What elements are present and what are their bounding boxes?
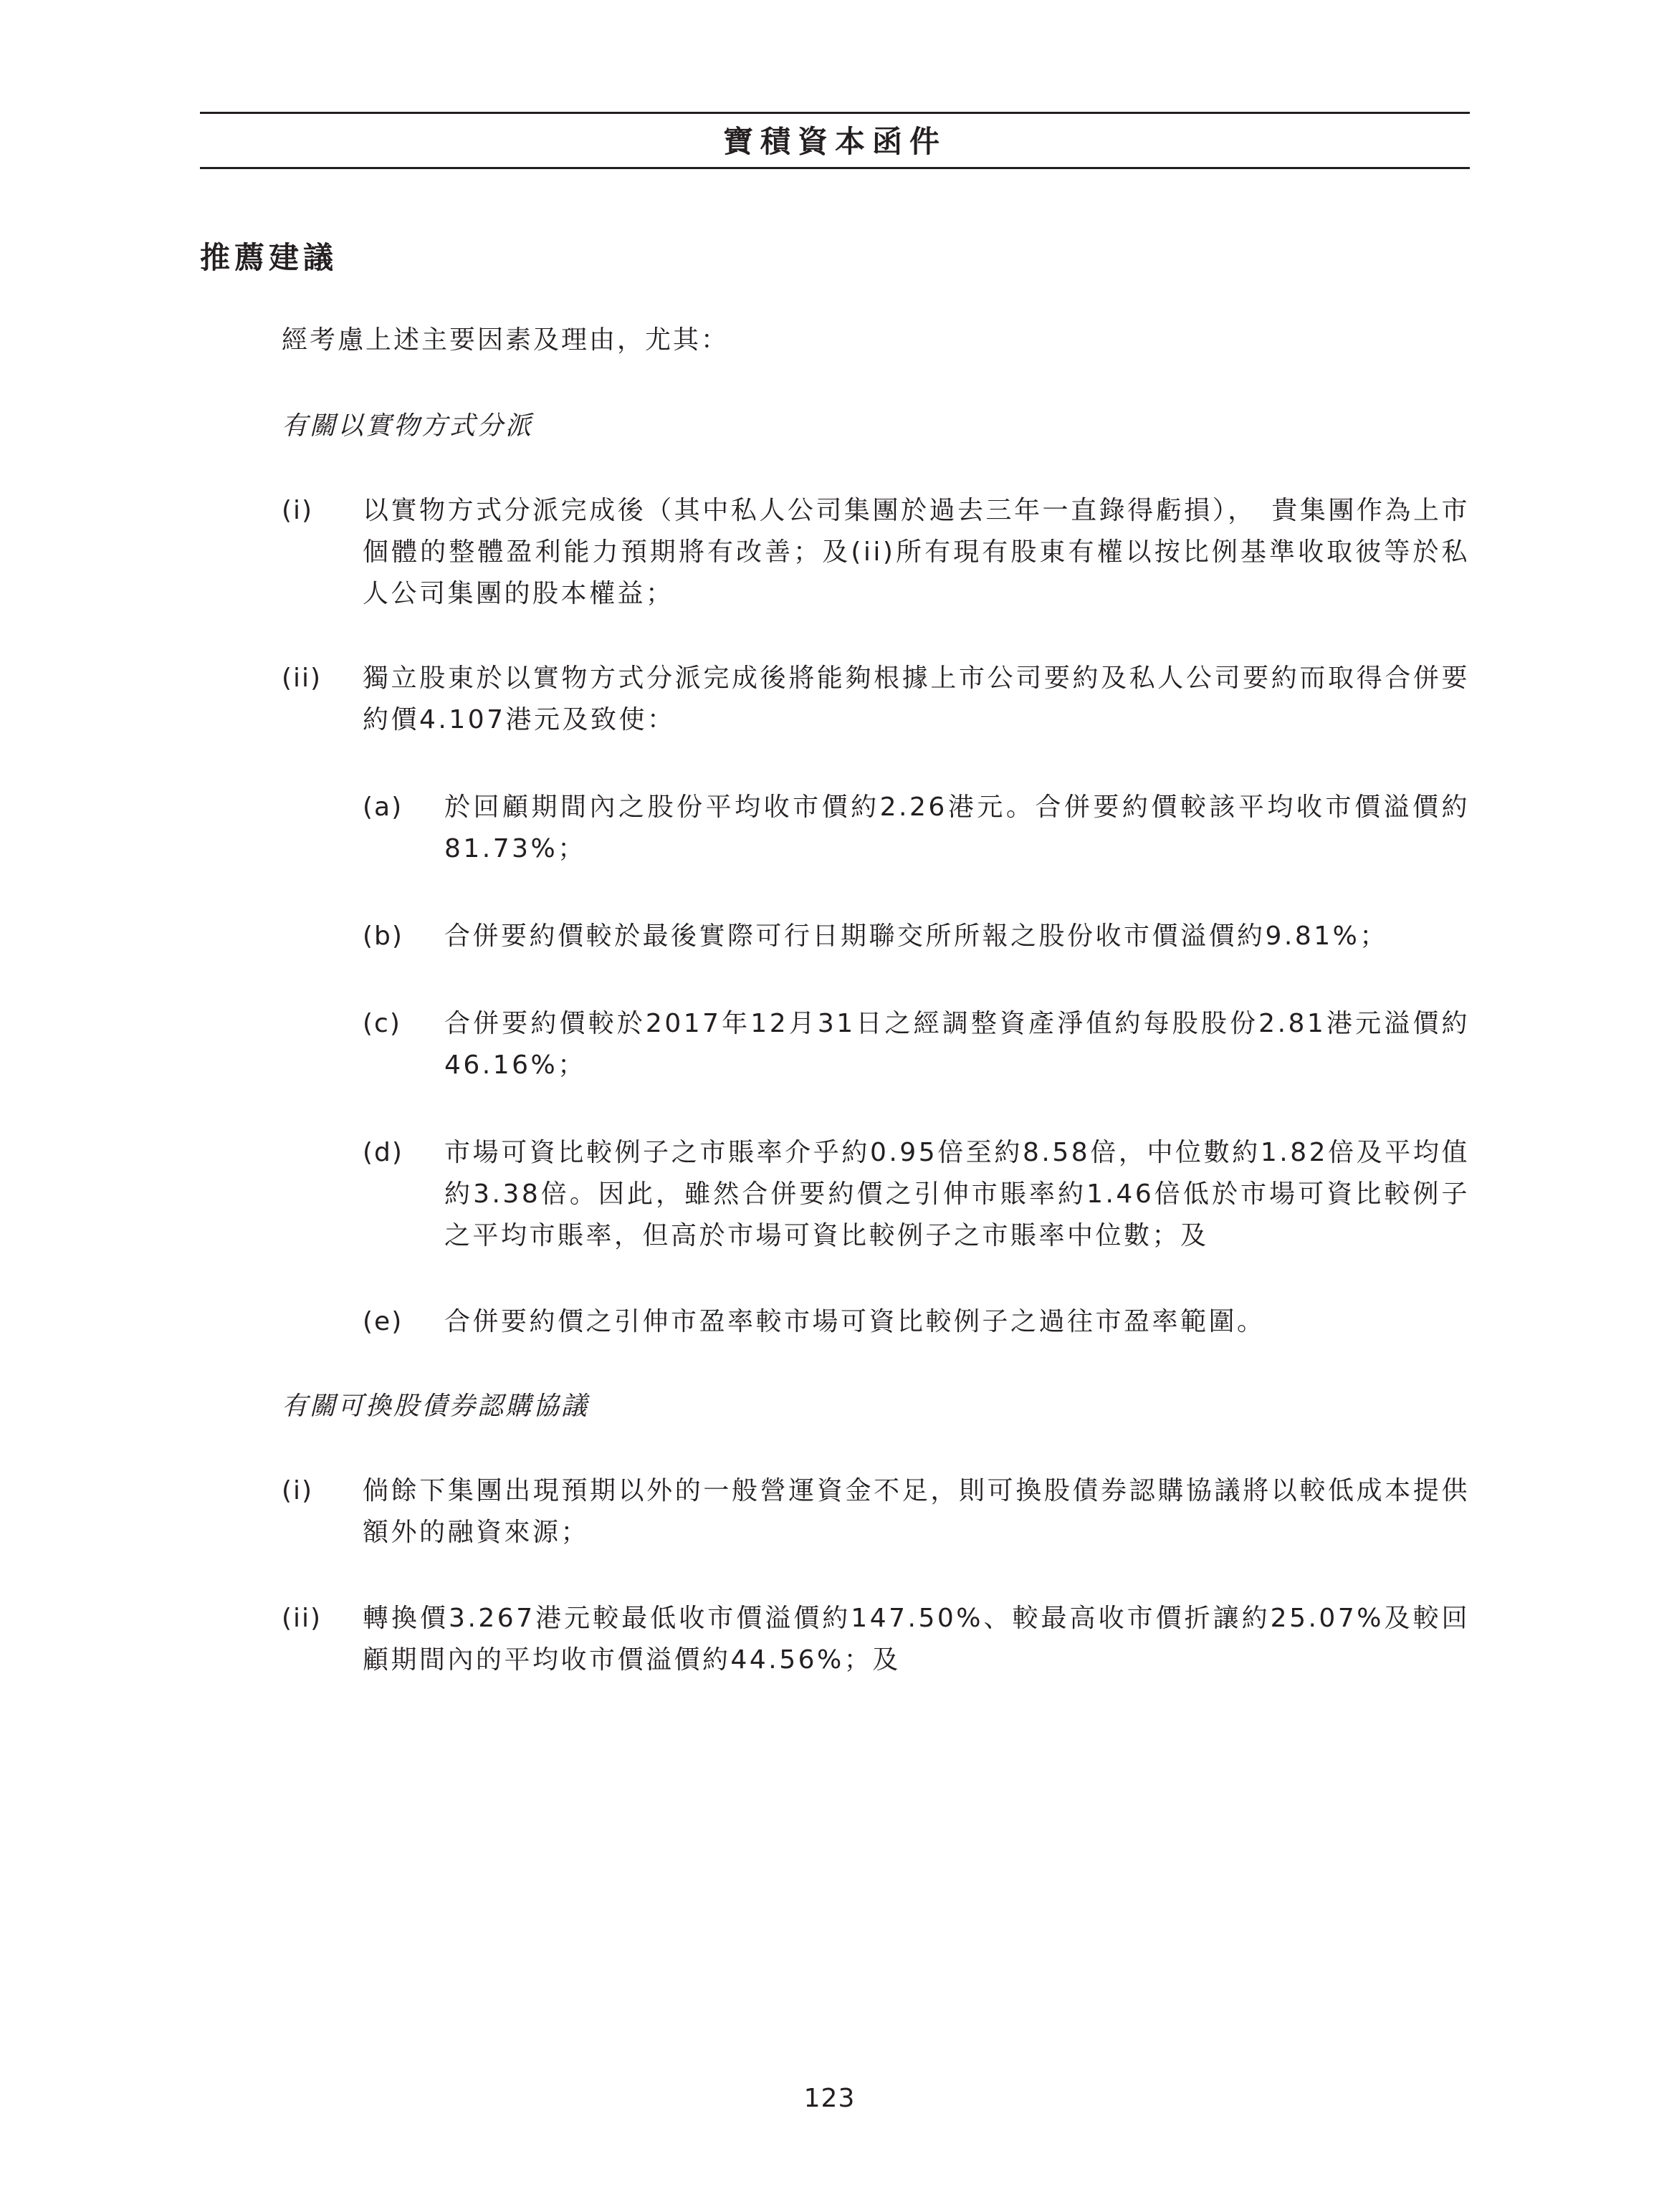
group2-heading: 有關可換股債券認購協議 [282, 1392, 590, 1421]
subitem-c-text: 合併要約價較於2017年12月31日之經調整資產淨值約每股股份2.81港元溢價約46.16%； [444, 1009, 1470, 1080]
group2-item-ii-label: (ii) [282, 1604, 322, 1633]
subitem-a-label: (a) [363, 793, 403, 822]
subitem-d-label: (d) [363, 1138, 403, 1167]
section-title: 推薦建議 [200, 240, 338, 275]
subitem-e-label: (e) [363, 1307, 403, 1336]
page-number: 123 [803, 2084, 856, 2113]
group2-item-i-label: (i) [282, 1476, 314, 1505]
subitem-e-text: 合併要約價之引伸市盈率較市場可資比較例子之過往市盈率範圍。 [444, 1307, 1266, 1336]
header-top-rule [200, 112, 1470, 114]
group1-item-ii-text: 獨立股東於以實物方式分派完成後將能夠根據上市公司要約及私人公司要約而取得合併要約價4.107港元及致使： [363, 664, 1470, 734]
subitem-c-label: (c) [363, 1009, 401, 1038]
group1-item-i-text: 以實物方式分派完成後（其中私人公司集團於過去三年一直錄得虧損）， 貴集團作為上市個體的整體盈利能力預期將有改善；及(ii)所有現有股東有權以按比例基準收取彼等於私人公司集團的股本權益； [363, 496, 1470, 608]
subitem-b-text: 合併要約價較於最後實際可行日期聯交所所報之股份收市價溢價約9.81%； [444, 921, 1388, 951]
subitem-a-text: 於回顧期間內之股份平均收市價約2.26港元。合併要約價較該平均收市價溢價約81.73%； [444, 793, 1470, 863]
group2-item-i-text: 倘餘下集團出現預期以外的一般營運資金不足，則可換股債券認購協議將以較低成本提供額外的融資來源； [363, 1476, 1470, 1547]
group2-item-ii-text: 轉換價3.267港元較最低收市價溢價約147.50%、較最高收市價折讓約25.07%及較回顧期間內的平均收市價溢價約44.56%；及 [363, 1604, 1470, 1675]
subitem-b-label: (b) [363, 921, 403, 951]
group1-item-ii-label: (ii) [282, 664, 322, 693]
header-bottom-rule [200, 167, 1470, 169]
group1-item-i-label: (i) [282, 496, 314, 525]
subitem-d-text: 市場可資比較例子之市賬率介乎約0.95倍至約8.58倍，中位數約1.82倍及平均值約3.38倍。因此，雖然合併要約價之引伸市賬率約1.46倍低於市場可資比較例子之平均市賬率，但高於市場可資比較例子之市賬率中位數；及 [444, 1138, 1470, 1250]
group1-heading: 有關以實物方式分派 [282, 411, 534, 441]
page-header-title: 寶積資本函件 [722, 124, 947, 159]
intro-paragraph: 經考慮上述主要因素及理由，尤其： [282, 325, 730, 355]
